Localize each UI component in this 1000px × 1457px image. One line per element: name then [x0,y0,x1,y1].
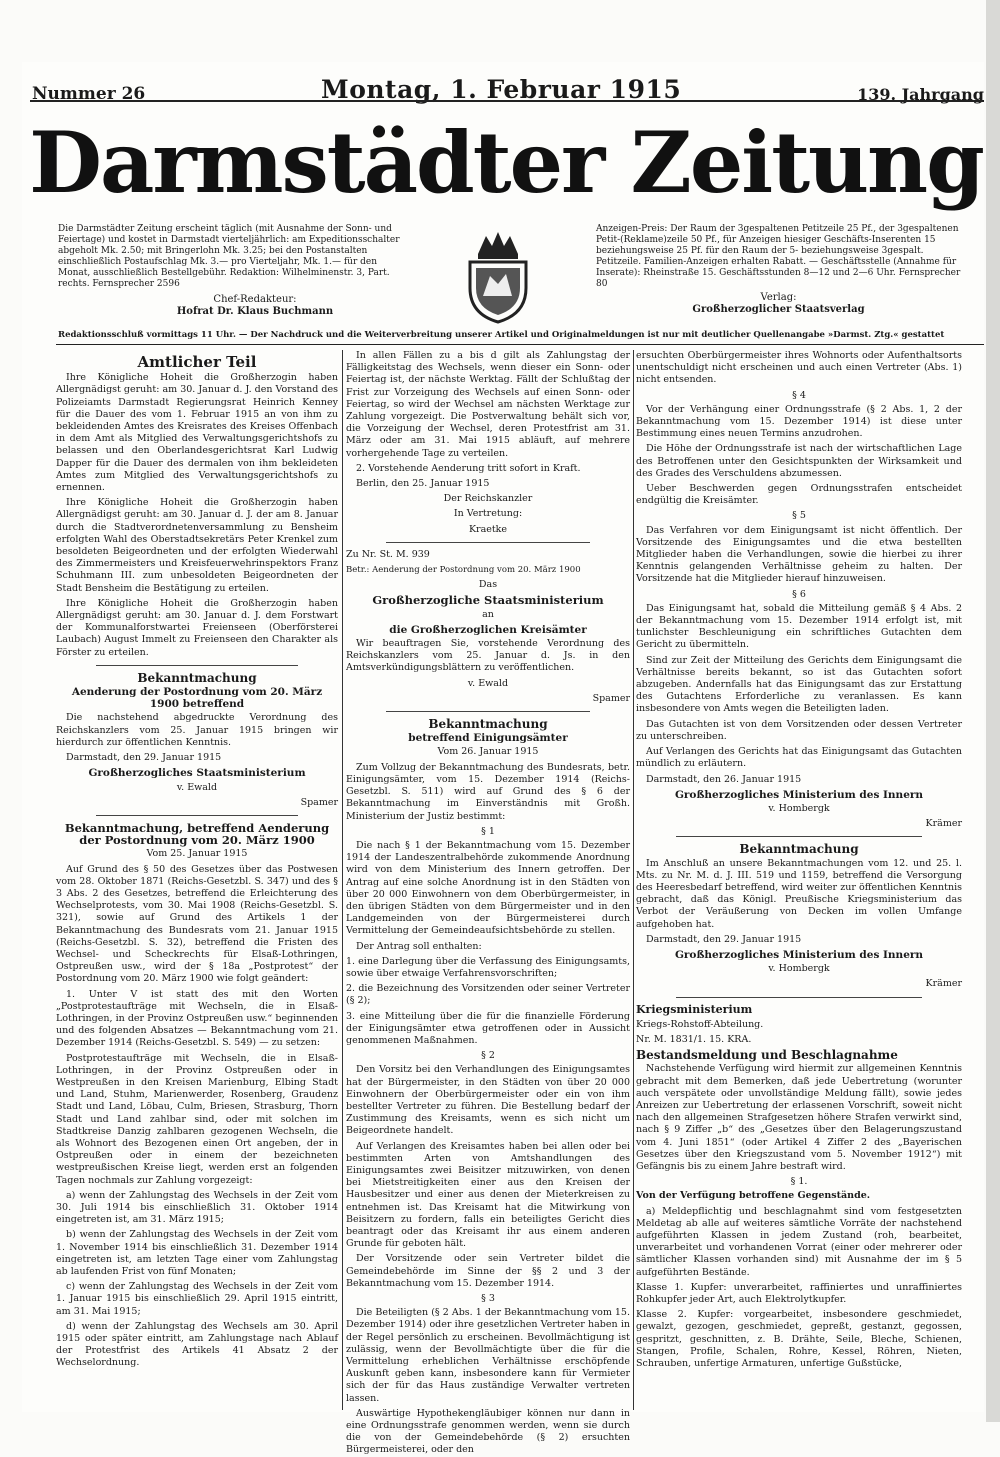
article-title: Bekanntmachung, betreffend Aenderung der Postordnung vom 20. März 1900 [64,820,330,848]
signature: Kraetke [468,523,508,535]
signature: Krämer [925,978,962,990]
paragraph: Ihre Königliche Hoheit die Großherzogin haben Allergnädigst geruht: am 30. Januar d. J. den Vorstand des Polizeiamts Darmstadt Regierungsrat Heinrich Kenney für die Dauer des vom 1. Februar 1915 an von ihm zu bekleidenden Amtes des Kreisrates des Kreises Offenbach in dem Amt als Mitglied des Verwaltungsgerichtshofs zu belassen und den Oberlandesgerichtsrat Karl Ludwig Dapper für die Dauer des dermalen von ihm bekleideten Amtes zum Mitglied des Verwaltungsgerichtshofs zu ernennen. [56,372,338,494]
column-divider [342,350,343,1410]
separator [386,542,590,543]
ministry-name: Großherzogliche Staatsministerium [372,593,604,608]
signature: v. Ewald [176,781,218,793]
signature: v. Ewald [467,677,509,689]
column-divider [633,350,634,1410]
reference-number: Nr. M. 1831/1. 15. KRA. [636,1033,752,1045]
section-title: Amtlicher Teil [137,353,257,371]
editorial-notice: Redaktionsschluß vormittags 11 Uhr. — Der Nachdruck und die Weiterverbreitung unserer Artikel und Originalmeldungen ist nur mit deutlicher Quellenangabe »Darmst. Ztg.« gestattet [58,330,945,340]
reference-subject: Betr.: Aenderung der Postordnung vom 20. März 1900 [346,565,581,576]
section-mark: § 1 [481,825,495,837]
paragraph: Ueber Beschwerden gegen Ordnungsstrafen entscheidet endgültig die Kreisämter. [636,483,962,507]
signature: Spamer [592,692,630,704]
list-item: a) wenn der Zahlungstag des Wechsels in der Zeit vom 30. Juli 1914 bis einschließlich 31. Oktober 1914 eingetreten ist, am 31. März 1915; [56,1189,338,1226]
volume-year: 139. Jahrgang [857,85,984,104]
signature: v. Hombergk [768,802,830,814]
paragraph: Die nachstehend abgedruckte Verordnung des Reichskanzlers vom 25. Januar 1915 bringen wir hierdurch zur öffentlichen Kenntnis. [56,712,338,748]
publisher-name: Großherzoglicher Staatsverlag [692,304,865,315]
paragraph: Auf Verlangen des Kreisamtes haben bei allen oder bei bestimmten Arten von Amtshandlungen des Einigungsamtes zwei Beisitzer mitzuwirken, von denen bei Mietstreitigkeiten einer aus den Kreisen der Hausbesitzer und einer aus denen der Mieterkreisen zu entnehmen ist. Das Kreisamt hat die Mitwirkung von Beisitzern zu fordern, falls ein beteiligtes Gericht dies beantragt oder das Kreisamt ihr aus einem anderen Grunde für geboten hält. [346,1140,630,1250]
paragraph: Das Einigungsamt hat, sobald die Mitteilung gemäß § 4 Abs. 2 der Bekanntmachung vom 15. Dezember 1914 erfolgt ist, mit tunlichster Beschleunigung ein schriftliches Gutachten dem Gericht zu übermitteln. [636,602,962,651]
editor-label: Chef-Redakteur: [213,294,297,305]
deputy-label: In Vertretung: [453,508,523,520]
article-date: Vom 26. Januar 1915 [437,746,539,758]
paragraph: Die Beteiligten (§ 2 Abs. 1 der Bekanntmachung vom 15. Dezember 1914) oder ihre gesetzlichen Vertreter haben in der Regel persönlich zu erscheinen. Bevollmächtigung ist zulässig, wenn der Bevollmächtigte über die für die Vermittelung erheblichen Verhältnisse erschöpfende Auskunft geben kann, insbesondere kann für Vermieter sich der für das Haus zuständige Verwalter vertreten lassen. [346,1307,630,1404]
article-title: Bekanntmachung [739,842,859,857]
paragraph: Ihre Königliche Hoheit die Großherzogin haben Allergnädigst geruht: am 30. Januar d. J. dem Forstwart der Kommunalforstwartei Freienseen (Oberförsterei Laubach) August Immelt zu Freienseen den Charakter als Förster zu erteilen. [56,597,338,658]
signatory-title: Der Reichskanzler [443,493,533,505]
paragraph: a) Meldepflichtig und beschlagnahmt sind vom festgesetzten Meldetag ab alle auf weiteres sämtliche Vorräte der nachstehend aufgeführten Klassen in jedem Zustand (roh, bearbeitet, unverarbeitet und vorhandenen Vorrat (einer oder mehrerer oder sämtlicher Klassen vorhanden sind) mit Ausnahme der im § 5 aufgeführten Bestände. [636,1205,962,1278]
dateline: Darmstadt, den 26. Januar 1915 [646,773,802,785]
paragraph: 1. Unter V ist statt des mit den Worten „Postprotestaufträge mit Wechseln, die in Elsaß-Lothringen, in der Provinz Ostpreußen usw.“ beginnenden und des folgenden Absatzes — Bekanntmachung vom 21. Dezember 1914 (Reichs-Gesetzbl. S. 549) — zu setzen: [56,988,338,1049]
column-2 [346,350,630,1456]
article-title: Bekanntmachung [137,670,257,685]
paragraph: Im Anschluß an unsere Bekanntmachungen vom 12. und 25. l. Mts. zu Nr. M. d. J. III. 519 und 1159, betreffend die Versorgung des Heeresbedarf betreffend, wird weiter zur öffentlichen Kenntnis gebracht, daß das Königl. Preußische Kriegsministerium das Verbot der Veräußerung von Decken im vollen Umfange aufgehoben hat. [636,857,962,930]
notice-rule [56,344,984,345]
signature: Krämer [925,818,962,830]
article-word: an [482,608,494,620]
separator [96,665,298,666]
masthead-title: Darmstädter Zeitung [29,113,983,212]
separator [96,815,298,816]
list-item: Klasse 2. Kupfer: vorgearbeitet, insbesondere geschmiedet, gewalzt, gezogen, geschmiedet, gepreßt, gestanzt, gegossen, gespritzt, geschnitten, z. B. Drähte, Seile, Bleche, Schienen, Stangen, Profile, Schalen, Rohre, Kessel, Röhren, Nieten, Schrauben, unfertige Armaturen, unfertige Gußstücke, [636,1309,962,1370]
article-heading: Bestandsmeldung und Beschlagnahme [636,1048,898,1063]
paragraph: Zum Vollzug der Bekanntmachung des Bundesrats, betr. Einigungsämter, vom 15. Dezember 1914 (Reichs-Gesetzbl. S. 511) wird auf Grund des § 6 der Bekanntmachung im Einverständnis mit Großh. Ministerium der Justiz bestimmt: [346,761,630,822]
ministry-name: Großherzogliches Staatsministerium [88,767,306,780]
subscription-info: Die Darmstädter Zeitung erscheint täglich (mit Ausnahme der Sonn- und Feiertage) und kostet in Darmstadt vierteljährlich: am Expeditionsschalter abgeholt Mk. 2.50; mit Bringerlohn Mk. 3.25; bei den Postanstalten einschließlich Postaufschlag Mk. 3.— pro Vierteljahr, Mk. 1.— für den Monat, ausschließlich Bestellgebühr. Redaktion: Wilhelminenstr. 3, Part. rechts. Fernsprecher 2596 [58,224,400,289]
article-title: Bekanntmachung [428,717,548,732]
list-item: d) wenn der Zahlungstag des Wechsels am 30. April 1915 oder später eintritt, am Zahlungstage nach Ablauf der Protestfrist des Artikels 41 Absatz 2 der Wechselordnung. [56,1320,338,1369]
list-item: 2. die Bezeichnung des Vorsitzenden oder seiner Vertreter (§ 2); [346,983,630,1007]
paragraph: Wir beauftragen Sie, vorstehende Verordnung des Reichskanzlers vom 25. Januar d. Js. in den Amtsverkündigungsblättern zu veröffentlichen. [346,638,630,674]
dateline: Darmstadt, den 29. Januar 1915 [646,933,802,945]
section-mark: § 3 [481,1293,495,1305]
separator [676,997,922,998]
advertising-info: Anzeigen-Preis: Der Raum der 3gespaltenen Petitzeile 25 Pf., der 3gespaltenen Petit-(Reklame)zeile 50 Pf., für Anzeigen hiesiger Geschäfts-Inserenten 15 beziehungsweise 25 Pf. für den Raum der 5- beziehungsweise 3gespalt. Petitzeile. Familien-Anzeigen erhalten Rabatt. — Geschäftsstelle (Annahme für Inserate): Rheinstraße 15. Geschäftsstunden 8—12 und 2—6 Uhr. Fernsprecher 80 [596,224,961,289]
paragraph: Der Vorsitzende oder sein Vertreter bildet die Gemeindebehörde im Sinne der §§ 2 und 3 der Bekanntmachung vom 15. Dezember 1914. [346,1253,630,1289]
issue-date: Montag, 1. Februar 1915 [321,75,682,104]
page-edge [986,0,1000,1422]
paragraph: Die Höhe der Ordnungsstrafe ist nach der wirtschaftlichen Lage des Betroffenen unter den Gesichtspunkten der Wirksamkeit und des Grades des Verschuldens abzumessen. [636,443,962,479]
signature: v. Hombergk [768,963,830,975]
dateline: Berlin, den 25. Januar 1915 [356,478,490,490]
paragraph: Die nach § 1 der Bekanntmachung vom 15. Dezember 1914 der Landeszentralbehörde zukommende Anordnung wird von dem Ministerium des Innern getroffen. Der Antrag auf eine solche Anordnung ist in den Städten von über 20 000 Einwohnern von dem Oberbürgermeister, in den übrigen Städten von dem Bürgermeister und in den Landgemeinden von der Bürgermeisterei durch Vermittelung der Gemeindeaufsichtsbehörde zu stellen. [346,839,630,937]
paragraph: ersuchten Oberbürgermeister ihres Wohnorts oder Aufenthaltsorts unentschuldigt nicht erscheinen und auch einen Vertreter (Abs. 1) nicht entsenden. [636,350,962,386]
paragraph: 2. Vorstehende Aenderung tritt sofort in Kraft. [356,462,581,474]
paragraph: Das Gutachten ist von dem Vorsitzenden oder dessen Vertreter zu unterschreiben. [636,718,962,742]
paragraph: Auf Verlangen des Gerichts hat das Einigungsamt das Gutachten mündlich zu erläutern. [636,746,962,770]
article-subtitle: betreffend Einigungsämter [408,732,568,745]
list-item: 3. eine Mitteilung über die für die finanzielle Förderung der Einigungsämter etwa getroffenen oder in Aussicht genommenen Maßnahmen. [346,1010,630,1046]
editor-block [110,294,400,318]
paragraph: Nachstehende Verfügung wird hiermit zur allgemeinen Kenntnis gebracht mit dem Bemerken, daß jede Uebertretung (worunter auch verspätete oder unvollständige Meldung fällt), sowie jedes Anreizen zur Uebertretung der erlassenen Vorschrift, soweit nicht nach den allgemeinen Strafgesetzen höhere Strafen verwirkt sind, nach § 9 Ziffer „b“ des „Gesetzes über den Belagerungszustand vom 4. Juni 1851“ (oder Artikel 4 Ziffer 2 des „Bayerischen Gesetzes über den Kriegszustand vom 5. November 1912“) mit Gefängnis bis zu einem Jahre bestraft wird. [636,1063,962,1172]
section-mark: § 2 [481,1050,495,1062]
department: Kriegs-Rohstoff-Abteilung. [636,1018,764,1030]
issue-number: Nummer 26 [32,84,146,104]
list-item: 1. eine Darlegung über die Verfassung des Einigungsamts, sowie über etwaige Verfahrensvorschriften; [346,955,630,979]
section-mark: § 5 [792,510,806,522]
header-rule [30,100,984,102]
article-title: Kriegsministerium [636,1002,753,1016]
editor-name: Hofrat Dr. Klaus Buchmann [176,306,334,317]
paragraph: Postprotestaufträge mit Wechseln, die in Elsaß-Lothringen, in der Provinz Ostpreußen oder in Westpreußen in den Kreisen Marienburg, Elbing Stadt und Land, Stuhm, Marienwerder, Rosenberg, Graudenz Stadt und Land, Löbau, Culm, Briesen, Strasburg, Thorn Stadt und Land zahlbar sind, oder mit solchen im Stadtkreise Danzig zahlbaren gezogenen Wechseln, die als Wohnort des Bezogenen einen Ort angeben, der in Ostpreußen oder in einem der bezeichneten westpreußischen Kreise liegt, werden erst an folgenden Tagen nochmals zur Zahlung vorgezeigt: [56,1052,338,1186]
list-item: Klasse 1. Kupfer: unverarbeitet, raffiniertes und unraffiniertes Rohkupfer jeder Art, auch Elektrolytkupfer. [636,1281,962,1306]
publisher-block [596,292,961,316]
section-mark: § 1. [790,1176,808,1188]
article-date: Vom 25. Januar 1915 [146,848,248,860]
paragraph: Sind zur Zeit der Mitteilung des Gerichts dem Einigungsamt die Verhältnisse bereits bekannt, so ist das Gutachten sofort abzugeben. Andernfalls hat das Einigungsamt das zur Erstattung des Gutachtens Erforderliche zu veranlassen. Es kann insbesondere von Amts wegen die Beteiligten laden. [636,654,962,715]
paragraph: Auswärtige Hypothekengläubiger können nur dann in eine Ordnungsstrafe genommen werden, wenn sie durch die von der Gemeindebehörde (§ 2) ersuchten Bürgermeisterei, oder den [346,1407,630,1456]
paragraph: In allen Fällen zu a bis d gilt als Zahlungstag der Fälligkeitstag des Wechsels, wenn dieser ein Sonn- oder Feiertag ist, der nächste Werktag. Fällt der Schlußtag der Frist zur Vorzeigung des Wechsels auf einen Sonn- oder Feiertag, so wird der Wechsel am nächsten Werktage zur Zahlung vorgezeigt. Die Postverwaltung behält sich vor, die Vorzeigung der Wechsel, deren Protestfrist am 31. März oder am 31. Mai 1915 abläuft, auf mehrere vorhergehende Tage zu verteilen. [346,350,630,459]
section-heading: Von der Verfügung betroffene Gegenstände. [636,1190,871,1202]
list-item: c) wenn der Zahlungstag des Wechsels in der Zeit vom 1. Januar 1915 bis einschließlich 29. April 1915 eintritt, am 31. Mai 1915; [56,1281,338,1317]
paragraph: Das Verfahren vor dem Einigungsamt ist nicht öffentlich. Der Vorsitzende des Einigungsamtes und die etwa bestellten Mitglieder haben die Verhandlungen, sowie die hierbei zu ihrer Kenntnis gelangenden Verhältnisse geheim zu halten. Der Vorsitzende hat die Mitglieder hierauf hinzuweisen. [636,524,962,585]
section-mark: § 6 [792,588,806,600]
column-3 [636,350,962,1410]
list-item: b) wenn der Zahlungstag des Wechsels in der Zeit vom 1. November 1914 bis einschließlich 31. Dezember 1914 eingetreten ist, am letzten Tage einer vom Zahlungstag ab laufenden Frist von fünf Monaten; [56,1229,338,1278]
dateline: Darmstadt, den 29. Januar 1915 [66,752,222,764]
column-1 [56,350,338,1410]
publisher-label: Verlag: [760,292,797,303]
ministry-name: Großherzogliches Ministerium des Innern [674,788,924,801]
paragraph: Ihre Königliche Hoheit die Großherzogin haben Allergnädigst geruht: am 30. Januar d. J. der am 8. Januar durch die Stadtverordnetenversammlung zu Bensheim erfolgten Wahl des Oberstadtsekretärs Peter Krenkel zum besoldeten Beigeordneten und der erfolgten Wiederwahl des Zimmermeisters und Kreisfeuerwehrinspektors Franz Schuhmann III. zum unbesoldeten Beigeordneten der Stadt Bensheim die Bestätigung zu erteilen. [56,497,338,594]
reference-number: Zu Nr. St. M. 939 [346,548,430,560]
section-mark: § 4 [792,389,806,401]
separator [386,711,590,712]
ministry-name: Großherzogliches Ministerium des Innern [674,948,924,961]
article-subtitle: Aenderung der Postordnung vom 20. März 1900 betreffend [71,686,323,711]
separator [676,836,922,837]
hessian-crest-icon [448,226,548,326]
signature: Spamer [300,796,338,808]
paragraph: Vor der Verhängung einer Ordnungsstrafe (§ 2 Abs. 1, 2 der Bekanntmachung vom 15. Dezember 1914) ist diese unter Bestimmung eines neuen Termins anzudrohen. [636,403,962,440]
paragraph: Den Vorsitz bei den Verhandlungen des Einigungsamtes hat der Bürgermeister, in den Städten von über 20 000 Einwohnern der Oberbürgermeister oder ein von ihm bestellter Vertreter zu führen. Die Bestellung bedarf der Zustimmung des Kreisamts, wenn es sich nicht um Beigeordnete handelt. [346,1064,630,1137]
recipients: die Großherzoglichen Kreisämter [389,623,587,636]
article-word: Das [478,579,498,591]
paragraph: Auf Grund des § 50 des Gesetzes über das Postwesen vom 28. Oktober 1871 (Reichs-Gesetzbl. S. 347) und des § 3 Abs. 2 des Gesetzes, betreffend die Erleichterung des Wechselprotests, vom 30. Mai 1908 (Reichs-Gesetzbl. S. 321), sowie auf Grund des Artikels 1 der Bekanntmachung des Bundesrats vom 21. Januar 1915 (Reichs-Gesetzbl. S. 32), betreffend die Fristen des Wechsel- und Scheckrechts für Elsaß-Lothringen, Ostpreußen usw., wird der § 18a „Postprotest“ der Postordnung vom 20. März 1900 wie folgt geändert: [56,863,338,985]
paragraph: Der Antrag soll enthalten: [356,940,482,952]
